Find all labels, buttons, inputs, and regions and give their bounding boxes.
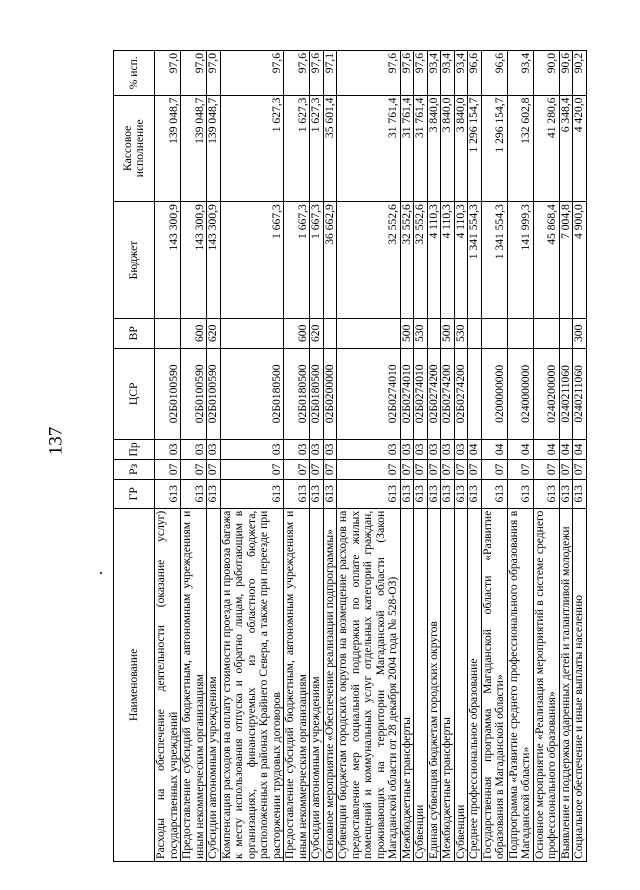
cell-cash: 139 048,7 <box>155 95 181 202</box>
cell-rz: 07 <box>207 459 221 479</box>
header-budget: Бюджет <box>114 202 155 319</box>
cell-rz: 07 <box>468 459 482 479</box>
cell-name: Основное мероприятие «Реализация мероприятий в системе среднего профессионального образования» <box>533 508 559 861</box>
cell-pr: 03 <box>284 439 310 459</box>
cell-vr <box>559 318 573 348</box>
cell-vr: 600 <box>284 318 310 348</box>
cell-budget: 32 552,6 <box>337 202 401 319</box>
cell-rz: 07 <box>155 459 181 479</box>
cell-cash: 1 627,3 <box>220 95 284 202</box>
cell-pr: 03 <box>454 439 468 459</box>
table-row <box>337 51 401 862</box>
cell-pct: 93,4 <box>454 51 468 96</box>
cell-pct: 93,4 <box>507 51 533 96</box>
cell-name: Предоставление субсидий бюджетным, автономным учреждениям и иным некоммерческим организациям <box>181 508 207 861</box>
cell-pct: 97,0 <box>181 51 207 96</box>
cell-pr: 04 <box>559 439 573 459</box>
cell-vr: 620 <box>310 318 324 348</box>
cell-budget: 4 110,3 <box>454 202 468 319</box>
cell-pr: 03 <box>427 439 441 459</box>
cell-budget: 32 552,6 <box>400 202 414 319</box>
cell-csr: 02Б0274200 <box>427 348 441 439</box>
header-pr: Пр <box>114 439 155 459</box>
cell-pr: 03 <box>400 439 414 459</box>
table-row <box>181 51 207 862</box>
cell-vr <box>337 318 401 348</box>
cell-rz: 07 <box>284 459 310 479</box>
cell-gr: 613 <box>337 479 401 508</box>
cell-budget: 143 300,9 <box>155 202 181 319</box>
cell-cash: 31 761,4 <box>337 95 401 202</box>
header-csr: ЦСР <box>114 348 155 439</box>
cell-csr: 02Б0274010 <box>400 348 414 439</box>
cell-rz: 07 <box>337 459 401 479</box>
cell-vr <box>155 318 181 348</box>
cell-csr: 02Б0200000 <box>323 348 337 439</box>
cell-pct: 97,1 <box>323 51 337 96</box>
cell-gr: 613 <box>507 479 533 508</box>
header-pct: % исп. <box>114 51 155 96</box>
cell-gr: 613 <box>323 479 337 508</box>
cell-gr: 613 <box>414 479 428 508</box>
cell-pct: 90,2 <box>573 51 587 96</box>
cell-cash: 3 840,0 <box>427 95 441 202</box>
cell-pr: 03 <box>181 439 207 459</box>
cell-pr: 04 <box>507 439 533 459</box>
cell-vr: 530 <box>454 318 468 348</box>
cell-cash: 41 280,6 <box>533 95 559 202</box>
table-row <box>454 51 468 862</box>
header-name: Наименование <box>114 508 155 861</box>
cell-pr: 03 <box>207 439 221 459</box>
table-body <box>155 51 587 862</box>
cell-gr: 613 <box>481 479 507 508</box>
cell-csr: 02Б0100590 <box>155 348 181 439</box>
cell-cash: 31 761,4 <box>400 95 414 202</box>
header-cash: Кассовое исполнение <box>114 95 155 202</box>
table-row <box>468 51 482 862</box>
cell-pr: 04 <box>481 439 507 459</box>
cell-cash: 3 840,0 <box>441 95 455 202</box>
cell-vr <box>507 318 533 348</box>
cell-cash: 1 296 154,7 <box>468 95 482 202</box>
table-row <box>533 51 559 862</box>
cell-pr: 03 <box>414 439 428 459</box>
table-row <box>481 51 507 862</box>
cell-budget: 4 900,0 <box>573 202 587 319</box>
cell-name: Расходы на обеспечение деятельности (оказание услуг) государственных учреждений <box>155 508 181 861</box>
cell-pr: 04 <box>468 439 482 459</box>
cell-csr: 02Б0180500 <box>310 348 324 439</box>
cell-rz: 07 <box>559 459 573 479</box>
cell-budget: 4 110,3 <box>441 202 455 319</box>
cell-cash: 6 348,4 <box>559 95 573 202</box>
cell-vr <box>481 318 507 348</box>
rotated-page-content <box>113 50 613 862</box>
cell-csr: 02Б0274200 <box>454 348 468 439</box>
cell-pct: 96,6 <box>468 51 482 96</box>
cell-cash: 35 601,4 <box>323 95 337 202</box>
header-gr: ГР <box>114 479 155 508</box>
cell-budget: 1 341 554,3 <box>468 202 482 319</box>
cell-gr: 613 <box>310 479 324 508</box>
cell-budget: 143 300,9 <box>181 202 207 319</box>
cell-gr: 613 <box>284 479 310 508</box>
table-header-row <box>114 51 155 862</box>
cell-gr: 613 <box>559 479 573 508</box>
cell-rz: 07 <box>414 459 428 479</box>
cell-gr: 613 <box>427 479 441 508</box>
cell-gr: 613 <box>468 479 482 508</box>
cell-cash: 139 048,7 <box>207 95 221 202</box>
cell-name: Субсидии автономным учреждениям <box>310 508 324 861</box>
cell-cash: 1 296 154,7 <box>481 95 507 202</box>
cell-vr: 600 <box>181 318 207 348</box>
cell-csr: 02Б0274010 <box>414 348 428 439</box>
cell-gr: 613 <box>533 479 559 508</box>
cell-budget: 1 667,3 <box>284 202 310 319</box>
cell-gr: 613 <box>400 479 414 508</box>
cell-budget: 1 667,3 <box>310 202 324 319</box>
cell-pct: 97,6 <box>310 51 324 96</box>
budget-execution-table <box>113 50 587 862</box>
cell-pct: 97,6 <box>284 51 310 96</box>
cell-pr: 03 <box>337 439 401 459</box>
cell-name: Предоставление субсидий бюджетным, автономным учреждениям и иным некоммерческим организациям <box>284 508 310 861</box>
cell-budget: 32 552,6 <box>414 202 428 319</box>
cell-vr: 300 <box>573 318 587 348</box>
cell-pr: 03 <box>441 439 455 459</box>
cell-gr: 613 <box>220 479 284 508</box>
cell-csr: 02Б0180500 <box>220 348 284 439</box>
cell-budget: 45 868,4 <box>533 202 559 319</box>
table-row <box>310 51 324 862</box>
cell-csr <box>468 348 482 439</box>
cell-name: Компенсация расходов на оплату стоимости проезда и провоза багажа к месту использования отпуска и обратно лицам, работающим в организациях, финансируемых из областного бюджета, расположенных в районах Крайнего Севера, а также при переезде при расторжении трудовых договоров <box>220 508 284 861</box>
cell-pct: 90,6 <box>559 51 573 96</box>
cell-name: Субвенции <box>414 508 428 861</box>
table-row <box>400 51 414 862</box>
cell-csr: 02Б0274010 <box>337 348 401 439</box>
page-number: 137 <box>45 426 67 456</box>
cell-csr: 0240211060 <box>573 348 587 439</box>
cell-name: Субвенции бюджетам городских округов на возмещение расходов на предоставление мер социальной поддержки по оплате жилых помещений и коммунальных услуг отдельных категорий граждан, проживающих на территории Магаданской области (Закон Магаданской области от 28 декабря 2004 года № 528-ОЗ) <box>337 508 401 861</box>
table-row <box>507 51 533 862</box>
cell-csr: 02Б0100590 <box>207 348 221 439</box>
table-row <box>207 51 221 862</box>
cell-pct: 97,6 <box>400 51 414 96</box>
cell-gr: 613 <box>441 479 455 508</box>
cell-rz: 07 <box>573 459 587 479</box>
cell-name: Межбюджетные трансферты <box>400 508 414 861</box>
cell-cash: 31 761,4 <box>414 95 428 202</box>
cell-name: Межбюджетные трансферты <box>441 508 455 861</box>
cell-gr: 613 <box>181 479 207 508</box>
scan-speck <box>100 572 102 574</box>
cell-name: Среднее профессиональное образование <box>468 508 482 861</box>
cell-pr: 03 <box>323 439 337 459</box>
cell-rz: 07 <box>481 459 507 479</box>
cell-csr: 02Б0100590 <box>181 348 207 439</box>
table-row <box>427 51 441 862</box>
cell-budget: 7 004,8 <box>559 202 573 319</box>
cell-rz: 07 <box>181 459 207 479</box>
cell-pct: 90,0 <box>533 51 559 96</box>
cell-pr: 03 <box>155 439 181 459</box>
cell-csr: 0240211060 <box>559 348 573 439</box>
cell-vr <box>427 318 441 348</box>
cell-csr: 0240000000 <box>507 348 533 439</box>
cell-vr: 620 <box>207 318 221 348</box>
cell-rz: 07 <box>533 459 559 479</box>
cell-name: Выявление и поддержка одаренных детей и талантливой молодежи <box>559 508 573 861</box>
cell-pct: 97,0 <box>155 51 181 96</box>
cell-cash: 1 627,3 <box>310 95 324 202</box>
cell-budget: 1 341 554,3 <box>481 202 507 319</box>
cell-name: Субсидии автономным учреждениям <box>207 508 221 861</box>
cell-name: Социальное обеспечение и иные выплаты населению <box>573 508 587 861</box>
cell-rz: 07 <box>323 459 337 479</box>
cell-pct: 97,6 <box>414 51 428 96</box>
cell-gr: 613 <box>573 479 587 508</box>
cell-gr: 613 <box>155 479 181 508</box>
cell-csr: 0240200000 <box>533 348 559 439</box>
cell-rz: 07 <box>454 459 468 479</box>
cell-vr: 500 <box>400 318 414 348</box>
cell-cash: 3 840,0 <box>454 95 468 202</box>
table-row <box>559 51 573 862</box>
cell-vr <box>220 318 284 348</box>
cell-vr: 500 <box>441 318 455 348</box>
cell-budget: 143 300,9 <box>207 202 221 319</box>
cell-pct: 97,6 <box>220 51 284 96</box>
table-row <box>441 51 455 862</box>
cell-rz: 07 <box>427 459 441 479</box>
table-row <box>155 51 181 862</box>
cell-budget: 141 999,3 <box>507 202 533 319</box>
cell-name: Государственная программа Магаданской области «Развитие образования в Магаданской области» <box>481 508 507 861</box>
table-row <box>414 51 428 862</box>
cell-name: Субвенции <box>454 508 468 861</box>
cell-budget: 4 110,3 <box>427 202 441 319</box>
cell-pr: 04 <box>573 439 587 459</box>
cell-gr: 613 <box>207 479 221 508</box>
cell-cash: 132 602,8 <box>507 95 533 202</box>
cell-vr <box>468 318 482 348</box>
table-row <box>573 51 587 862</box>
cell-vr <box>533 318 559 348</box>
cell-name: Подпрограмма «Развитие среднего профессионального образования в Магаданской области» <box>507 508 533 861</box>
cell-budget: 36 662,9 <box>323 202 337 319</box>
cell-cash: 1 627,3 <box>284 95 310 202</box>
cell-rz: 07 <box>507 459 533 479</box>
cell-csr: 02Б0274200 <box>441 348 455 439</box>
cell-rz: 07 <box>441 459 455 479</box>
table-row <box>323 51 337 862</box>
cell-vr <box>323 318 337 348</box>
cell-pct: 93,4 <box>441 51 455 96</box>
table-row <box>220 51 284 862</box>
cell-vr: 530 <box>414 318 428 348</box>
cell-pr: 03 <box>310 439 324 459</box>
cell-name: Основное мероприятие «Обеспечение реализации подпрограммы» <box>323 508 337 861</box>
cell-rz: 07 <box>220 459 284 479</box>
cell-pct: 97,0 <box>207 51 221 96</box>
cell-cash: 139 048,7 <box>181 95 207 202</box>
cell-pct: 93,4 <box>427 51 441 96</box>
cell-name: Единая субвенция бюджетам городских округов <box>427 508 441 861</box>
cell-pct: 97,6 <box>337 51 401 96</box>
cell-budget: 1 667,3 <box>220 202 284 319</box>
cell-csr: 02Б0180500 <box>284 348 310 439</box>
header-rz: Рз <box>114 459 155 479</box>
header-vr: ВР <box>114 318 155 348</box>
cell-pr: 04 <box>533 439 559 459</box>
cell-rz: 07 <box>310 459 324 479</box>
cell-csr: 0200000000 <box>481 348 507 439</box>
cell-pct: 96,6 <box>481 51 507 96</box>
cell-cash: 4 420,0 <box>573 95 587 202</box>
cell-gr: 613 <box>454 479 468 508</box>
cell-pr: 03 <box>220 439 284 459</box>
cell-rz: 07 <box>400 459 414 479</box>
table-row <box>284 51 310 862</box>
